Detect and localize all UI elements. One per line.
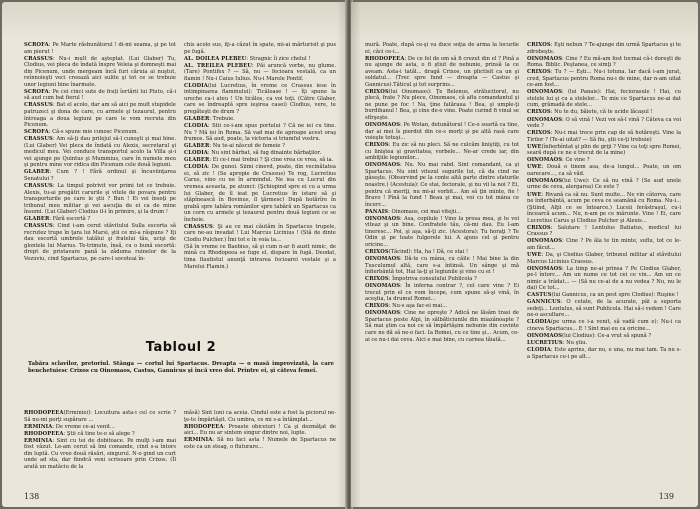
page-number-left: 138 <box>24 492 40 501</box>
dialogue-text: : Sint cu tei de dobitoace. Pe mulţi i-am mai fost văzut. Le-am cerut să îmi comande, cind s-a întors din luptă. Cu vreo două răsări, singurul. N-o gind un curt unde ad sta, dar fiindcă veni scrisoare prin Crixos. (Îl arată un matăciu de la <box>24 437 176 470</box>
scene-heading-block <box>28 340 334 406</box>
dialogue-text: : În inferna contrar ?, cel care vine ? Ei trecut prin el ce vom începe, cum spune să-şi vină, în aceştia, la drumul Romei... <box>365 283 519 303</box>
right-page <box>351 2 698 507</box>
gutter-shadow-right <box>351 2 361 507</box>
speaker-name: CRIXOS <box>365 248 389 255</box>
speaker-name: UWE <box>527 191 542 198</box>
dialogue-line <box>365 142 519 162</box>
left-column-2-lower <box>184 410 336 451</box>
dialogue-text: : Pe Marte răsbunătorul ! di-mi seama, şi pe tot am pierut ! <box>24 42 176 55</box>
speaker-name: ERMINIA <box>184 437 213 444</box>
speaker-name: GLABER <box>184 143 210 150</box>
speaker-name: OINOMAOS <box>527 89 563 96</box>
dialogue-line <box>527 266 681 292</box>
dialogue-line <box>184 150 336 157</box>
dialogue-text: : Tu ? — Eşti... Nu-i totuna. Iar dacă i-am jurat, cred, Spartacus pentru Roma nu-i de mine, dar n-am uitat ce-am fost... <box>527 69 681 89</box>
left-page <box>2 2 347 507</box>
scene-description: Tabăra sclavilor, pretoriul. Stânga — cortul lui Spartacus. Dreapta — o masă improvizată, la care benchetuiesc Crixos cu Oinomaos, Castus, Gannicus şi încă vreo doi. Printre ei, şi câteva femei. <box>28 361 334 374</box>
dialogue-text: : Dă-te cu mâna, cu căile ! Mai bine la din Tusculumul altă, care s-a întinsă. Un sânge şi mă înfierbântă tot, Hai la-ţi şi legiunile şi vino cu ei ! <box>365 256 519 276</box>
dialogue-text: : Nu. Nu mai rabd. Sint comandant, ca şi Spartacus. Nu sint vitezul sugurile lui, că da cind ne găseşte. (Observind pe la conte altă parte dintre sfaturile noastre.) (Acestuia): Ce stai, feciorale, şi nu vii la noi ? Ei, pentru că meriţi, nu mi-ai vorbit... Am să ţin minte, fie ! Bravo ! Pînă la fund ! Beau şi mai, voi cu tot mâna ce încerc... <box>365 162 519 208</box>
speaker-name: CRASSUS <box>24 136 53 143</box>
dialogue-line <box>527 252 681 265</box>
dialogue-text: : Pe cei cinci sute de frați îertării lui Pluto, că-i să aud cum bat fierul ! <box>24 88 176 102</box>
page-top-shading <box>351 2 698 40</box>
speaker-name: UWE <box>527 164 542 171</box>
speaker-name: OINOMAOS <box>527 238 563 245</box>
dialogue-text: : (lui Panais): Hai, feciorasule ! Hai, cu stelele lui şi cu a stelelor... Te mie ce Spartacus ne-ai dat cum, grămadă de stele... <box>527 89 681 109</box>
speaker-name: OINOMAOS <box>527 55 563 62</box>
dialogue-line <box>24 102 176 128</box>
speaker-name: RHODOPEEA <box>365 55 405 62</box>
dialogue-text: : Cine ? Pe ăla te tin minte, suflu, tot ce le-am făcut... <box>527 238 681 251</box>
speaker-name: CLODIA <box>527 347 551 354</box>
dialogue-line <box>24 223 176 262</box>
dialogue-line <box>184 157 336 164</box>
speaker-name: CRIXOS <box>365 142 389 149</box>
dialogue-text: : Nu te du, băiete, că te ucide lăcaşul ! <box>550 109 653 116</box>
dialogue-line <box>527 299 681 319</box>
page-number-right: 139 <box>658 492 674 501</box>
dialogue-text: : Ce vine ? <box>562 157 590 164</box>
dialogue-text: : De vreme ce-ai venit... <box>52 423 115 430</box>
speaker-name: CLODIA <box>184 123 208 130</box>
speaker-name: OINOMAOS <box>365 122 401 129</box>
dialogue-text: : Pe Wotan, detunătorul ! Ce-o soartă ca tine, dar ai mei îs pierdut din ce-s morţi şi pe altă rasă care voieşte totuşi... <box>365 122 519 142</box>
dialogue-line <box>365 209 519 216</box>
page-top-shading <box>2 2 347 40</box>
dialogue-text: : Nu-i mai trece prin cap de să hotăreşti. Vine la Tirilor ? (Te-ai uitat? — Să fiu, ştii ce-ţi trebuie) <box>527 130 681 143</box>
dialogue-text: : Asa, copilule ! Vino la prosa mea, şi te voi viteaz şi un bine. Confratele tău, că-mi dau. Eu l-am tineresc... Poi, şi aşa, să-ţi zic. (Acestora): Tu horaţi ? Te Odin şi pe toate fulgerele lui. A ajuns cel şi pentru oricine... <box>365 215 519 248</box>
dialogue-line <box>184 83 336 116</box>
dialogue-text: : Stragnic îi zice chelul ! <box>246 55 311 62</box>
dialogue-line <box>527 56 681 69</box>
dialogue-text: (lui Lucretius, în vreme ce Crassus iese în intimpinarea flaminului): Ticăloase ! — îţi spune la ureche ca-i ateu ! Un ticălos, ca voi toţi. (Către Glaber, care se îndreaptă spre ieşirea casei) Clodius, vere, te pregăteşti de drum ? <box>184 82 336 115</box>
speaker-name: ERMINIA <box>24 423 53 430</box>
dialogue-line <box>184 63 336 83</box>
speaker-name: OINOMAOS <box>527 177 563 184</box>
speaker-name: CRIXOS <box>527 130 551 137</box>
dialogue-text: : Da, şi Clodius Glaber, tribunul militar al stăvitului Marcus Licinius Crassus. <box>527 251 681 265</box>
speaker-name: CRASSUS <box>24 102 53 109</box>
dialogue-text: : La timp ne-ai prinsa ? Pe Clodius Glaber, pe-l întorc... Am un nume ce tot cei ce vin... Am un ce nimic a trădat... — (Să nu ce-ai de a nu vedea ? Nu, nu le dai) Ce tot... <box>527 265 681 292</box>
dialogue-text: (Să în vreme ce Baebius, să şi cum n-ar fi auzit nimic, de mină cu Rhodopeea se fuge el, dispare în fugă. Deodat, tima flautistul anunţă intrarea fecioarei vestale şi a Marelui Flamin.) <box>184 243 336 270</box>
dialogue-text: : Rivană ca să nu. Sunt multe... Ne vin câtorva, care ne înfierbântă, acum pe ceva ce seamănă cu Roma. Nu-i... (Ştiind, Alţii ce se întoarce.) Luceii ferăstraşul, cu-i încearcă acum... Nu, n-am pe ce mărunte. Vine ! Ei, care Lucretius Carus şi Clodius Pulcher şi Alexis... <box>527 191 681 224</box>
dialogue-line <box>365 56 519 89</box>
dialogue-line <box>527 157 681 164</box>
dialogue-text: : Proaste obiceiuri ! Ca şi dezmăţat de aici... Eu nu ar sintem singur dintre noi, lupte. <box>184 423 336 437</box>
dialogue-line <box>527 225 681 238</box>
speaker-name: GLABER <box>24 216 50 223</box>
speaker-name: OINOMAOS <box>527 265 563 272</box>
dialogue-text: : Cum ? ! Fără ordinul şi încuviinţarea Senatului ? <box>24 169 176 182</box>
speaker-name: SCROFA <box>24 42 49 48</box>
speaker-name: CLODIA <box>184 150 208 157</box>
speaker-name: CRIXOS <box>365 303 389 310</box>
dialogue-text: : Ştii că tine te-o să alege ? <box>63 430 135 437</box>
dialogue-text: (pe urma ce i-a venit, să vadă cum e): Nu-i ca cineva Spartacus... E ! Sint mai eu ca oricine... <box>527 319 681 332</box>
dialogue-text: : Nu te-ai născut de femeie ? <box>209 143 285 150</box>
dialogue-line <box>527 178 681 191</box>
dialogue-line <box>24 424 176 431</box>
dialogue-line <box>184 164 336 223</box>
speaker-name: CRIXOS <box>527 224 551 231</box>
dialogue-text: : Bat el acolo, dar am să aici pe mult stupidele patruzeci şi dona de care, cu armele şi tezaurul, pentru întreaga a doua legiuni pe care le vom recruta din Picenum. <box>24 102 176 129</box>
dialogue-text: : Este aprins, dar nu, e una, nu mai tam. Ta nu s-a Spartacus ce-i pe alt... <box>527 347 681 360</box>
dialogue-line <box>24 410 176 423</box>
dialogue-line <box>184 116 336 123</box>
dialogue-text: : De ce fel de om să fi crezut din el ? Pină a nu ajunge de asta, o fi ştiut de nebunie, prinsă la ce aveam. Asta-i tatăl... dragă Crixos, un plictisit ca un şi soldatul... (Trec spre fund — dreapta — Castus şi Gannicus).Tăticul şi tot surprins... <box>365 55 519 88</box>
speaker-name: CRASSUS <box>24 182 53 189</box>
dialogue-text: : Ei ce-i mai trebui ? Şi cine vrea ce vrea, să ia. <box>209 157 334 164</box>
speaker-name: OINOMAOS <box>527 157 563 164</box>
left-column-1-lower <box>24 410 176 471</box>
dialogue-line <box>527 347 681 360</box>
speaker-name: GANNICUS <box>527 299 561 306</box>
speaker-name: CRIXOS <box>527 42 551 48</box>
dialogue-text: : Eu zic să nu pleci. Să ne culcăm liniştiţi, cu tot cu liniştea şi gravitatea, vorbele... Ne-ar crede iar, din ambiţiile legiunilor... <box>365 142 519 162</box>
speaker-name: SCROFA <box>24 129 49 136</box>
dialogue-line <box>527 192 681 225</box>
dialogue-line <box>365 310 519 343</box>
dialogue-line <box>24 183 176 216</box>
dialogue-text: : Cind i-am cerut stăvitului Sulla escorta să recrutez trupe în ţara lui Marsi, ştii ce mi-a răspuns ? Iţi dau escortă umbrele tatălui şi fratelui tău, ucişi de glontele lui Marius. Te-trimute, însă, cu o bună escortă: drept de pristavare pană la zăduma ruinelor de la Vezuviu, cind Spartacus, pe care-l socoteai în- <box>24 223 176 262</box>
speaker-name: AL. TREILEA PLEBEU <box>184 62 252 69</box>
dialogue-line <box>365 283 519 303</box>
dialogue-line <box>365 303 519 310</box>
right-column-1 <box>365 42 519 344</box>
speaker-name: OINOMAOS <box>365 256 401 262</box>
dialogue-text: : Nu-i mult de aşteptat. (Lui Glaber) Tu, Clodius, vei pleca de îndată înspre Veleia şi domneşti mai din Picenum, unde mergeam încă furi căruia ai nuştut, reînnoieşti veci creează aici sulite şi tot ce se trebuie unor legiuni bine înarmate. <box>24 55 176 88</box>
speaker-name: GLABER <box>184 116 210 123</box>
dialogue-line <box>184 56 336 63</box>
speaker-name: RHODOPEEA <box>24 410 64 416</box>
dialogue-line <box>365 122 519 142</box>
dialogue-text: : O să vină ! Vezi voi să-l vină ? Câteva ca voi vede ? <box>527 116 681 130</box>
dialogue-text: : Nu ştiu. <box>562 340 588 347</box>
dialogue-line <box>184 410 336 423</box>
dialogue-text: (Tăcind): Ha, ha ! Dă, ce stai ! <box>388 248 469 255</box>
dialogue-text: : Salutare ! Lentulus Batiatus, medicul lui Crassus ? <box>527 224 681 238</box>
dialogue-line <box>527 117 681 130</box>
speaker-name: PANAIS <box>365 208 389 215</box>
dialogue-line <box>527 333 681 340</box>
dialogue-line <box>24 56 176 89</box>
speaker-name: CRIXOS <box>365 88 389 95</box>
dialogue-text: : Şi au ce mai căutăm în Spartacus trupele, care ne-au invadat ! Lui Marcus Licinius ! (Stă de dinte Clodiu Pulcher.) Îmi tot e în voia ta... <box>184 223 336 243</box>
dialogue-line <box>527 42 681 55</box>
speaker-name: RHODOPEEA <box>184 423 224 430</box>
speaker-name: OINOMAOS <box>365 283 401 290</box>
speaker-name: CRASSUS <box>184 223 213 230</box>
dialogue-text: : Stii ce-i-am spus portului ? Că ne iei cu tine. Nu ? Mă iei în Roma. Să vad mai de aproape acest oraş frumos. Să aud, poate, la victoria si triumful vostru. <box>184 123 336 143</box>
right-column-2 <box>527 42 681 361</box>
speaker-name: OINOMAOS <box>365 162 401 169</box>
dialogue-text: : Eşti nebun ? Te-ajunge din urmă Spartacus şi te zdrobeşte. <box>527 42 681 55</box>
dialogue-line <box>527 340 681 347</box>
speaker-name: CLODIA <box>184 164 208 171</box>
speaker-name: UWE <box>527 251 542 258</box>
dialogue-text: : Cine ne opreşte ? Adică ne lăsăm trasi de Spartacus peste Alpi, în sălbăticiunile din miazănoapte ? Să mai ştim ca noi ce să împărtăşim nebunie din cuvinte care ne dă să ne-o faci. Ia Romei, cu ce tine şi... Acum, ce-ai ce nu-i dai ceva. Aici e mai bine, cu carnea tăiată... <box>365 310 519 343</box>
dialogue-text: (înfierbîntat şi plin de griji ? Vine ca toţi spre Romei, seară după ce ne e trecut de la mine) <box>527 143 681 157</box>
dialogue-line <box>365 42 519 55</box>
scene-title: Tabloul 2 <box>145 340 217 355</box>
dialogue-line <box>527 130 681 143</box>
dialogue-line <box>365 256 519 276</box>
speaker-name: UWE <box>527 143 542 150</box>
dialogue-text: : Oinomaos, cei mai vitejii... <box>388 208 462 215</box>
left-column-1 <box>24 42 176 263</box>
speaker-name: CLODIA <box>184 82 208 89</box>
dialogue-line <box>24 129 176 136</box>
dialogue-line <box>24 42 176 55</box>
dialogue-line <box>365 276 519 283</box>
dialogue-text: : De gunoi. Siimi cinevd, poate, din vecinătatea ei, să zic ! (Se apropie de Crassus) Te rog, Lucretius Carus, vino cu ne în armindul. Ne iea cu Lucrul din vremea aceasta, pe atunci: (Şchiopind spre ei cu a urma lui Glaber, de îl ieat pe Lucretius în istare să şi stăpînească în Bovinus, îl ţărmesc) După hotărîre în grabă spre tabăra românilor spre tabără un Spartacus ca un corn cu armele şi tezaurul pentru două legiuni ce se încheie. <box>184 164 336 223</box>
dialogue-text: (lui Uwe): Ce să nu vină ? (Se aud unele urme de ceva, alergarea) Ce este ? <box>527 177 681 191</box>
dialogue-text: : Cine ? Eu mă-am fost tocmai că-i doreşti de Roma. Biblic. Peştanea, ce simţi ? <box>527 55 681 69</box>
speaker-name: OINOMAOS <box>365 215 401 222</box>
dialogue-line <box>184 224 336 244</box>
dialogue-line <box>184 123 336 143</box>
speaker-name: ERMINIA <box>24 437 53 444</box>
dialogue-text: chis acolo sus, iţi-a căzut în spate, mi-ai mărturisit şi pus pe fugă. <box>184 42 336 55</box>
dialogue-line <box>24 216 176 223</box>
dialogue-line <box>365 162 519 208</box>
dialogue-line <box>527 164 681 177</box>
dialogue-text: : Fără escortă ? <box>49 216 91 223</box>
dialogue-text: măsă) Sint luni ca aceia. Cindul este a fost la piciorul ne-ţe-te împărtăşit. Cu umbra, ce mi s-a întâmplat... <box>184 410 336 423</box>
dialogue-line <box>184 244 336 270</box>
speaker-name: CRASSUS <box>24 55 53 62</box>
dialogue-text: (lui Oinomaos): Ţe Belenus, strălucitorul, nu plecă, frate ? Nu plece, Oinomaos, că aflu comandantul şi ne pune pe foc ! Na, ţine fatăraua ! Bea, şi umple-ţi burdihanul ! Bea, şi cine de-o vine. Poate curind fi vinul se sfîrşeşte. <box>365 88 519 122</box>
dialogue-line <box>184 424 336 437</box>
dialogue-text: : Două o tinem asa, de-a lungul... Poate, un om oarecare..., ca să văd. <box>527 164 681 177</box>
speaker-name: CLODIA <box>527 319 551 326</box>
speaker-name: AL. DOILEA PLEBEU <box>184 55 247 62</box>
dialogue-line <box>24 438 176 471</box>
speaker-name: CRIXOS <box>365 276 389 283</box>
speaker-name: SCROFA <box>24 88 49 95</box>
dialogue-line <box>24 89 176 102</box>
dialogue-line <box>527 69 681 89</box>
dialogue-line <box>527 238 681 251</box>
dialogue-text: : Păi aruncă vorbe, nu glume. (Tare) Pontifex ? — Să, nu — fecioara vestală, ca un flamin ! Nu-i Caius Iulius. Nu-i Marele Pontif. <box>184 62 336 82</box>
speaker-name: CRIXOS <box>527 69 551 76</box>
dialogue-text: : O cetate, de la acurate, păi a suporta sedeţi... Lentulus, să sunt Publicola. Hai să-i vedem ! Care ne-o ascultare... <box>527 299 681 319</box>
dialogue-line <box>24 431 176 438</box>
dialogue-text: mură. Poate, după ce-şi va duce soţia de arma la locurile ei, căci ce-i... <box>365 42 519 55</box>
dialogue-text: : Să nu faci asta ! Numele de Spartacus ne este ca un steag, o fluturare... <box>184 437 336 450</box>
dialogue-line <box>527 89 681 109</box>
dialogue-text: : Împotriva consulului Publicola ? <box>388 276 477 283</box>
dialogue-line <box>527 144 681 157</box>
dialogue-line <box>184 143 336 150</box>
dialogue-line <box>365 216 519 249</box>
dialogue-line <box>365 249 519 256</box>
speaker-name: GLABER <box>24 169 50 176</box>
speaker-name: LUCRETIUS <box>527 340 563 347</box>
dialogue-line <box>527 319 681 332</box>
speaker-name: GLABER <box>184 157 210 164</box>
dialogue-text: (Erminiei): Locuitura asta-i cel ce scrie ? Să nu-mi porţi supărare ... <box>24 410 176 423</box>
dialogue-text: : Nu-s aşa fac-ei mai... <box>388 303 448 310</box>
dialogue-text: (lui Gannicus, ca un pest spre Clodius): Ruşine ! <box>551 292 679 299</box>
dialogue-text: : Trebuie. <box>209 116 235 123</box>
speaker-name: OINOMAOS <box>365 310 401 317</box>
speaker-name: OINOMAOS <box>527 116 563 123</box>
dialogue-text: : Am să-ţi dau prilejul să-l cunoşti şi mai bine. (Lui Glaber) Vei pleca de îndată cu Alexis, secretarul şi medicul meu. Vei conduce transportul acolo la Villa şi-i vei ajunge pe Quintus şi Mummius, care în numele meu şi pentru mine vor ridica din Picenum cele două legiuni. <box>24 136 176 169</box>
dialogue-line <box>527 292 681 299</box>
open-book <box>2 0 698 509</box>
speaker-name: CRIXOS <box>527 109 551 116</box>
speaker-name: CASTUS <box>527 292 552 299</box>
left-column-2 <box>184 42 336 271</box>
dialogue-line <box>184 42 336 55</box>
dialogue-line <box>24 136 176 169</box>
dialogue-line <box>24 169 176 182</box>
dialogue-text: : La timpul potrivit vor primi tot ce trebuie. Alexis, tu-ai pregătit carurile şi vitele de povara pentru transporturile pe care le ştii ? Bun ! Ei vei însoţi pe tribunul meu militar şi vei ascuţia de ei ca de mine însumi. (Lui Glaber) Clodius il-i în primire, şi la drum ! <box>24 182 176 216</box>
dialogue-line <box>527 109 681 116</box>
dialogue-line <box>184 437 336 450</box>
dialogue-text: (lui Clodius): Ce-a vrut să spună ? <box>562 333 652 340</box>
dialogue-text: : Nu sint bărbat, să fug dinainte bărbaţilor. <box>207 150 322 157</box>
speaker-name: CRASSUS <box>24 223 53 230</box>
dialogue-line <box>365 89 519 122</box>
speaker-name: RHODOPEEA <box>24 430 64 437</box>
dialogue-text: : Că-s spune mie cunosc Picenum. <box>48 129 139 136</box>
speaker-name: OINOMAOS <box>527 333 563 340</box>
